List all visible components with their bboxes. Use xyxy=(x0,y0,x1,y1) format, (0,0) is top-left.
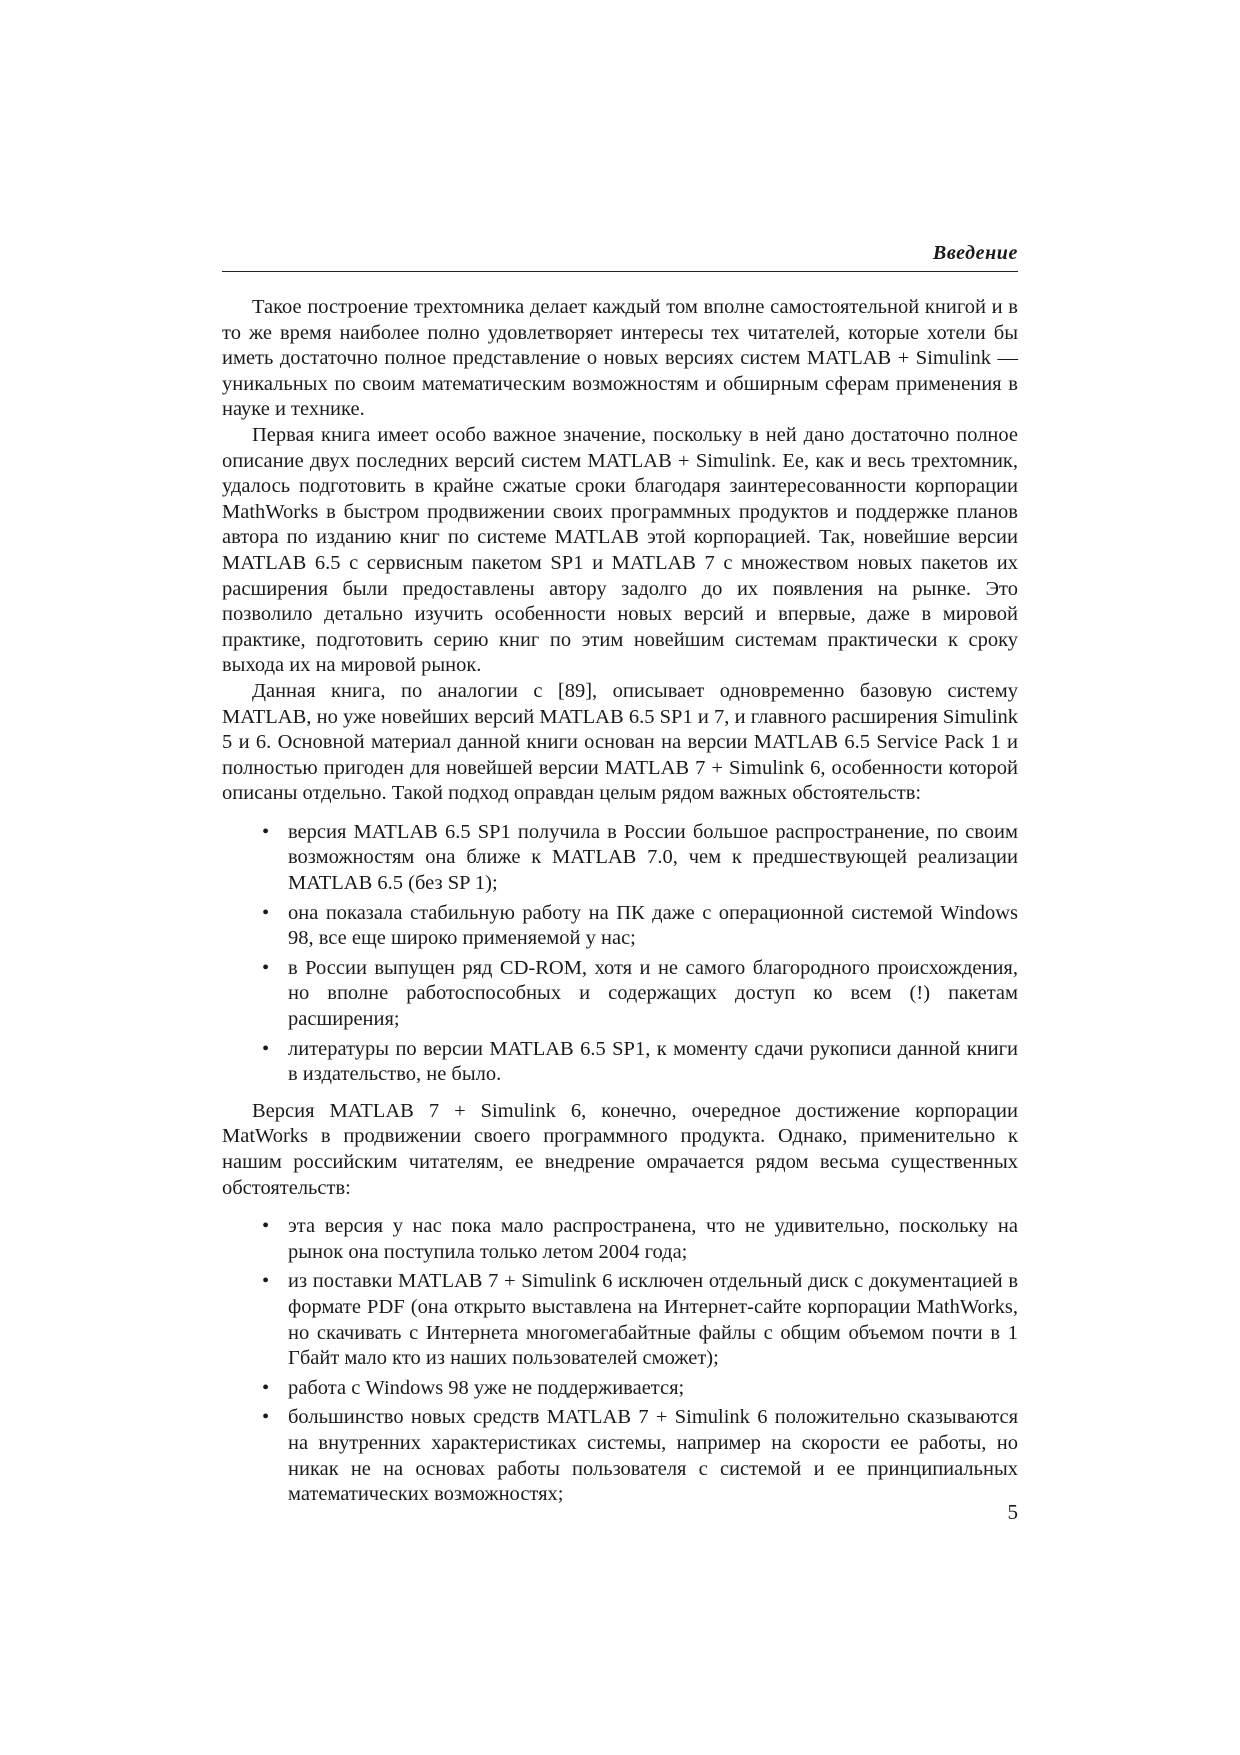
bullet-list-drawbacks xyxy=(222,1214,1018,1508)
running-header xyxy=(222,238,1018,272)
list-item xyxy=(222,956,1018,1033)
page-number: 5 xyxy=(1007,1500,1018,1524)
list-item-text: она показала стабильную работу на ПК даже с операционной системой Windows 98, все еще широко применяемой у нас; xyxy=(288,901,1018,950)
list-item xyxy=(222,820,1018,897)
paragraph-4: Версия MATLAB 7 + Simulink 6, конечно, очередное достижение корпорации MatWorks в продвижении своего программного продукта. Однако, применительно к нашим российским читателям, ее внедрение омрачается рядом весьма существенных обстоятельств: xyxy=(222,1099,1018,1199)
bullet-icon: • xyxy=(262,820,270,843)
bullet-icon: • xyxy=(262,901,270,924)
bullet-icon: • xyxy=(262,1406,270,1429)
bullet-icon: • xyxy=(262,1270,270,1293)
list-item xyxy=(222,1037,1018,1088)
list-item-text: большинство новых средств MATLAB 7 + Simulink 6 положительно сказываются на внутренних характеристиках системы, например на скорости ее работы, но никак не на основах работы пользователя с системой и ее принципиальных математических возможностях; xyxy=(288,1406,1018,1506)
paragraph-2: Первая книга имеет особо важное значение, поскольку в ней дано достаточно полное описание двух последних версий систем MATLAB + Simulink. Ее, как и весь трехтомник, удалось подготовить в крайне сжатые сроки благодаря заинтересованности корпорации MathWorks в быстром продвижении своих программных продуктов и поддержке планов автора по изданию книг по системе MATLAB этой корпорацией. Так, новейшие версии MATLAB 6.5 с сервисным пакетом SP1 и MATLAB 7 с множеством новых пакетов их расширения были предоставлены автору задолго до их появления на рынке. Это позволило детально изучить особенности новых версий и впервые, даже в мировой практике, подготовить серию книг по этим новейшим системам практически к сроку выхода их на мировой рынок. xyxy=(222,423,1018,677)
list-item xyxy=(222,1214,1018,1265)
list-item-text: литературы по версии MATLAB 6.5 SP1, к моменту сдачи рукописи данной книги в издательство, не было. xyxy=(288,1037,1018,1086)
paragraph-3: Данная книга, по аналогии с [89], описывает одновременно базовую систему MATLAB, но уже новейших версий MATLAB 6.5 SP1 и 7, и главного расширения Simulink 5 и 6. Основной материал данной книги основан на версии MATLAB 6.5 Service Pack 1 и полностью пригоден для новейшей версии MATLAB 7 + Simulink 6, особенности которой описаны отдельно. Такой подход оправдан целым рядом важных обстоятельств: xyxy=(222,679,1018,805)
list-item xyxy=(222,1376,1018,1402)
list-item xyxy=(222,901,1018,952)
bullet-icon: • xyxy=(262,1037,270,1060)
list-item xyxy=(222,1405,1018,1507)
list-item-text: версия MATLAB 6.5 SP1 получила в России большое распространение, по своим возможностям она ближе к MATLAB 7.0, чем к предшествующей реализации MATLAB 6.5 (без SP 1); xyxy=(288,820,1018,895)
list-item-text: работа с Windows 98 уже не поддерживается; xyxy=(288,1376,685,1399)
paragraph-1: Такое построение трехтомника делает каждый том вполне самостоятельной книгой и в то же время наиболее полно удовлетворяет интересы тех читателей, которые хотели бы иметь достаточно полное представление о новых версиях систем MATLAB + Simulink — уникальных по своим математическим возможностям и обширным сферам применения в науке и технике. xyxy=(222,296,1018,421)
bullet-icon: • xyxy=(262,1376,270,1399)
page-body xyxy=(222,295,1018,1519)
section-title: Введение xyxy=(932,242,1018,264)
bullet-icon: • xyxy=(262,1215,270,1238)
bullet-list-advantages xyxy=(222,820,1018,1088)
bullet-icon: • xyxy=(262,956,270,979)
list-item-text: эта версия у нас пока мало распространена, что не удивительно, поскольку на рынок она поступила только летом 2004 года; xyxy=(288,1215,1018,1263)
list-item-text: в России выпущен ряд CD-ROM, хотя и не самого благородного происхождения, но вполне работоспособных и содержащих доступ ко всем (!) пакетам расширения; xyxy=(288,956,1018,1031)
list-item-text: из поставки MATLAB 7 + Simulink 6 исключен отдельный диск с документацией в формате PDF (она открыто выставлена на Интернет-сайте корпорации MathWorks, но скачивать с Интернета многомегабайтные файлы с общим объемом почти в 1 Гбайт мало кто из наших пользователей сможет); xyxy=(288,1270,1018,1370)
list-item xyxy=(222,1269,1018,1371)
